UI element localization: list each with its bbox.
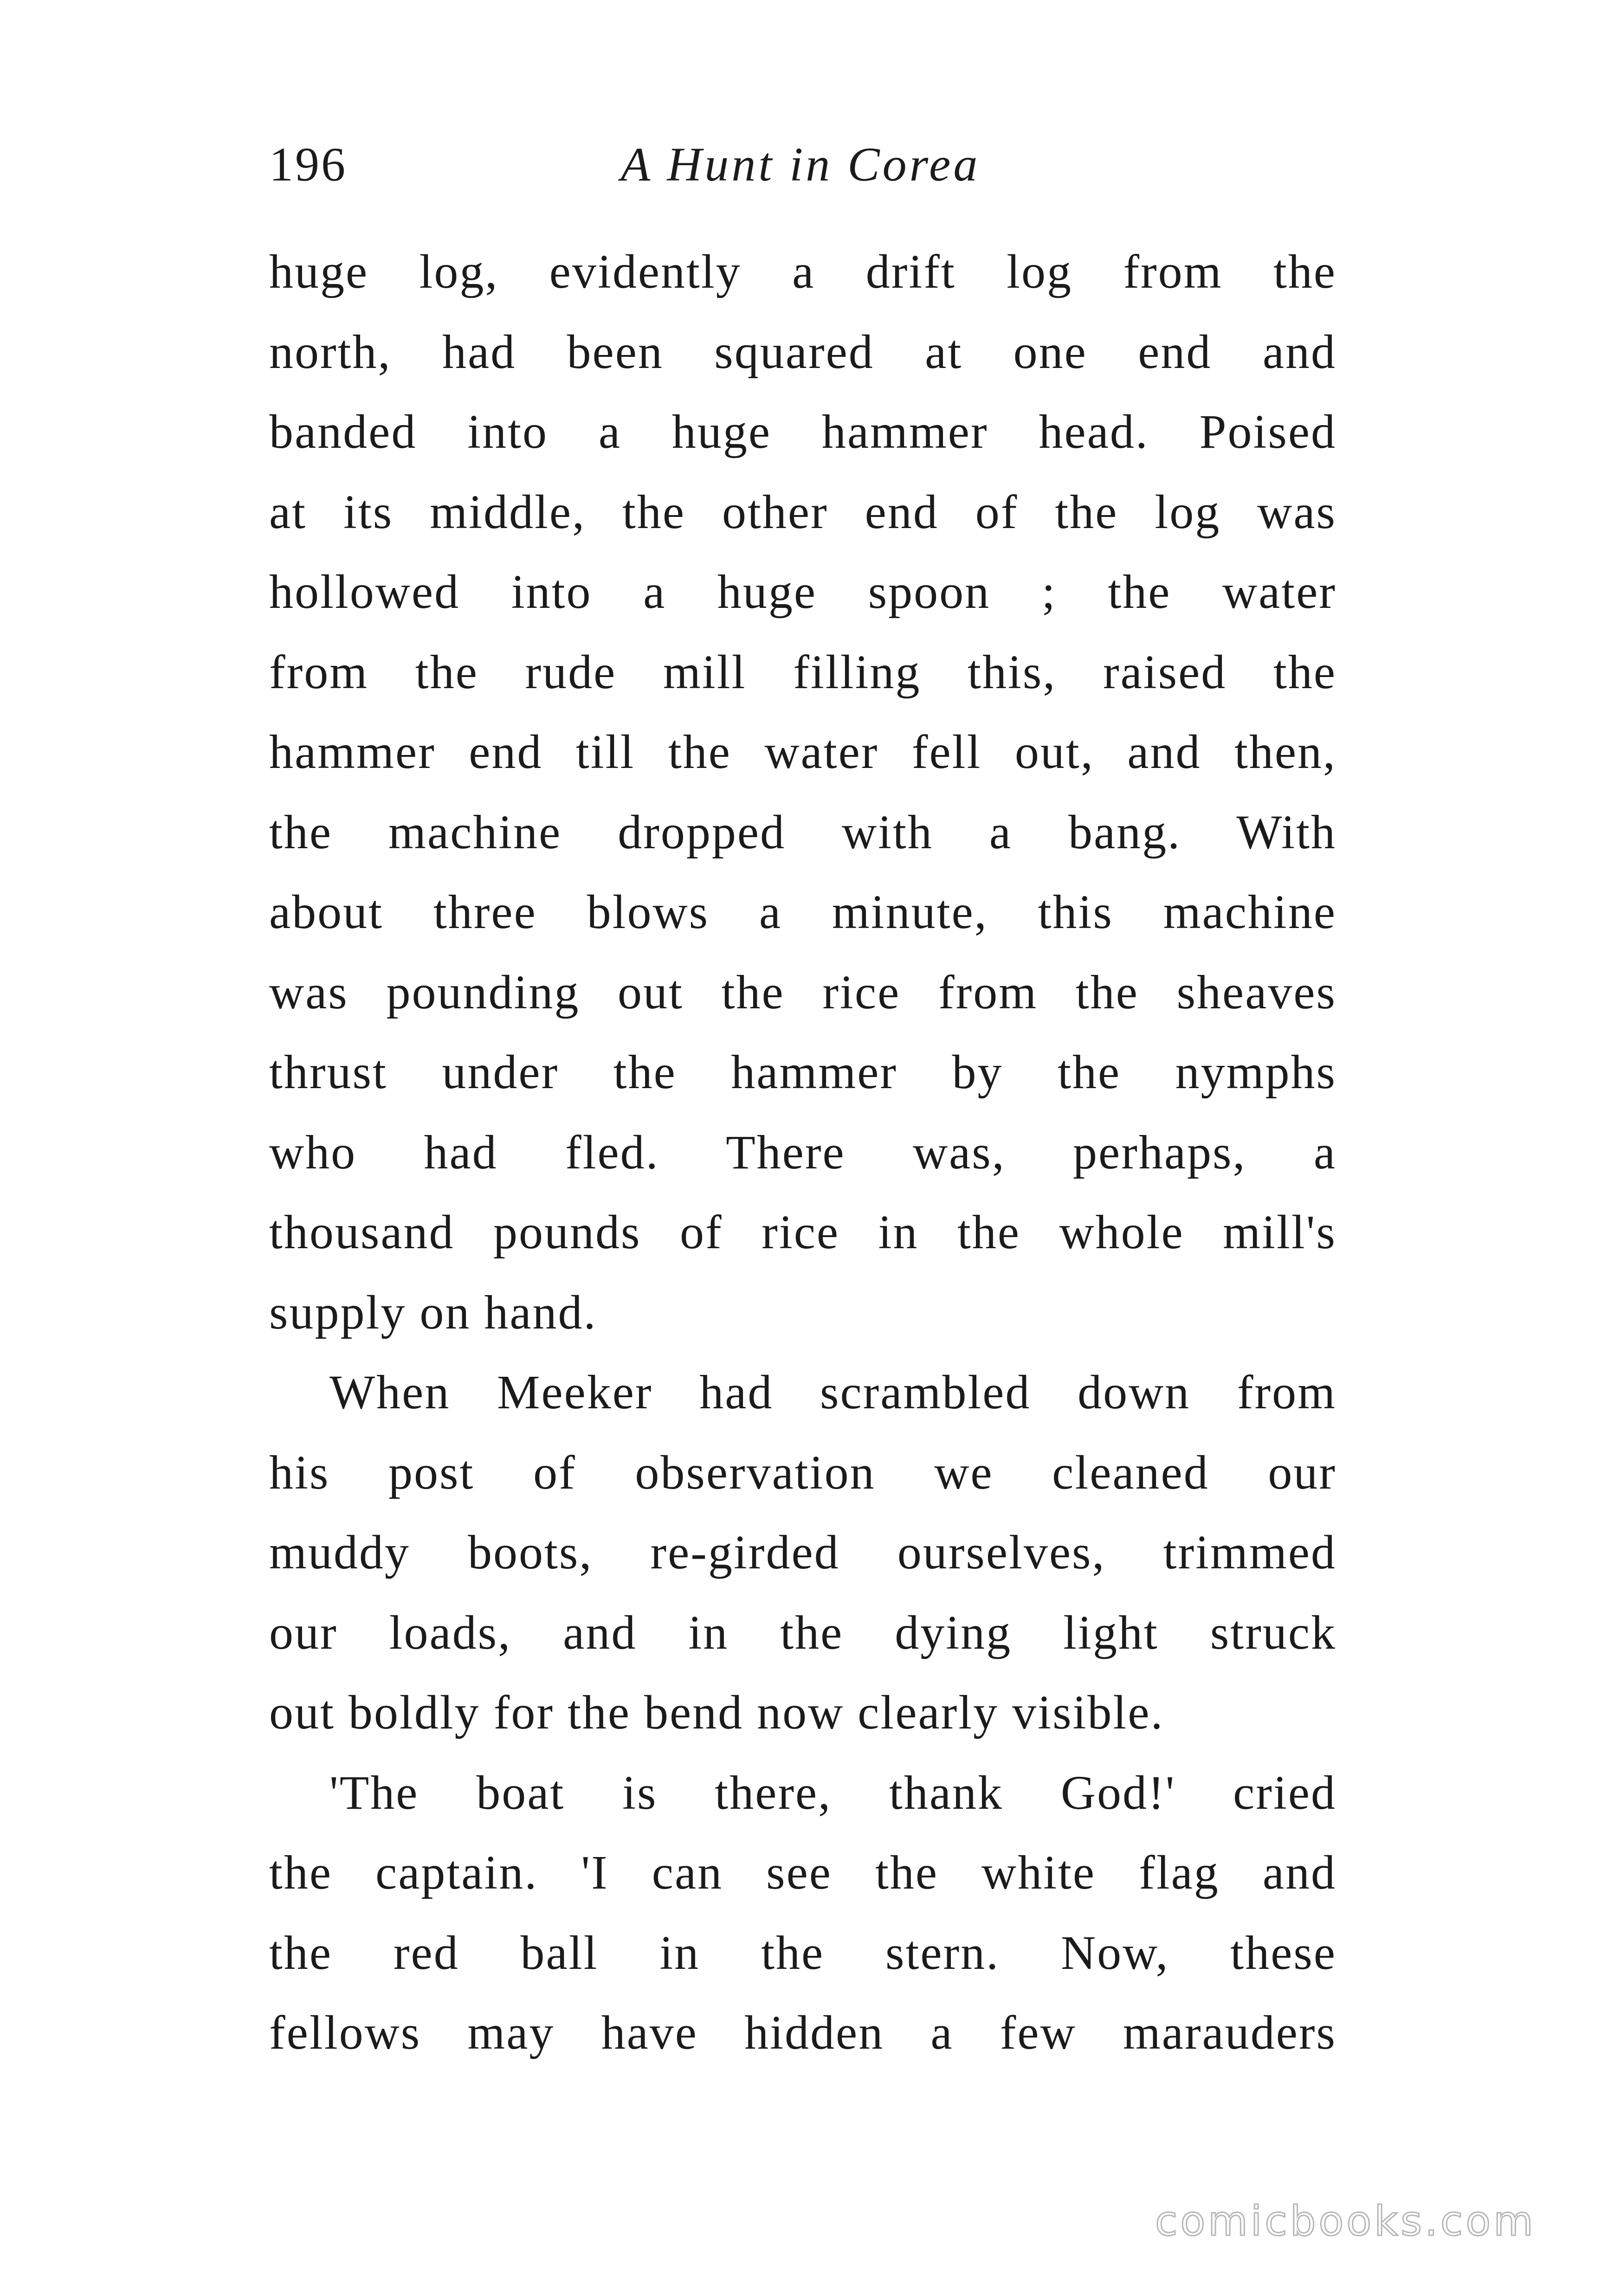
text-line: fellows may have hidden a few marauders <box>269 2006 1336 2059</box>
body-text <box>269 232 1336 2073</box>
text-line: was pounding out the rice from the sheaves <box>269 965 1336 1019</box>
watermark: comicbooks.com <box>1155 2197 1536 2245</box>
text-line: the captain. 'I can see the white flag and <box>269 1846 1336 1899</box>
text-line: When Meeker had scrambled down from <box>329 1366 1336 1419</box>
text-line: thrust under the hammer by the nymphs <box>269 1045 1336 1099</box>
text-line: hollowed into a huge spoon ; the water <box>269 565 1336 619</box>
book-title: A Hunt in Corea <box>620 138 981 191</box>
text-line: his post of observation we cleaned our <box>269 1445 1336 1499</box>
text-line: muddy boots, re-girded ourselves, trimmed <box>269 1526 1336 1579</box>
text-line: about three blows a minute, this machine <box>269 885 1336 939</box>
text-line: banded into a huge hammer head. Poised <box>269 405 1336 458</box>
text-line: out boldly for the bend now clearly visible. <box>269 1686 1164 1739</box>
running-head <box>269 132 1332 197</box>
text-line: at its middle, the other end of the log was <box>269 485 1336 539</box>
text-line: our loads, and in the dying light struck <box>269 1606 1336 1659</box>
text-line: hammer end till the water fell out, and then, <box>269 725 1336 779</box>
text-line: huge log, evidently a drift log from the <box>269 245 1336 298</box>
text-line: thousand pounds of rice in the whole mill's <box>269 1206 1336 1259</box>
text-line: 'The boat is there, thank God!' cried <box>329 1766 1336 1819</box>
text-line: from the rude mill filling this, raised the <box>269 645 1336 699</box>
text-line: supply on hand. <box>269 1285 597 1339</box>
page-number: 196 <box>269 138 347 191</box>
text-line: north, had been squared at one end and <box>269 325 1336 379</box>
text-line: who had fled. There was, perhaps, a <box>269 1125 1336 1179</box>
text-line: the red ball in the stern. Now, these <box>269 1926 1336 1980</box>
text-line: the machine dropped with a bang. With <box>269 805 1336 859</box>
